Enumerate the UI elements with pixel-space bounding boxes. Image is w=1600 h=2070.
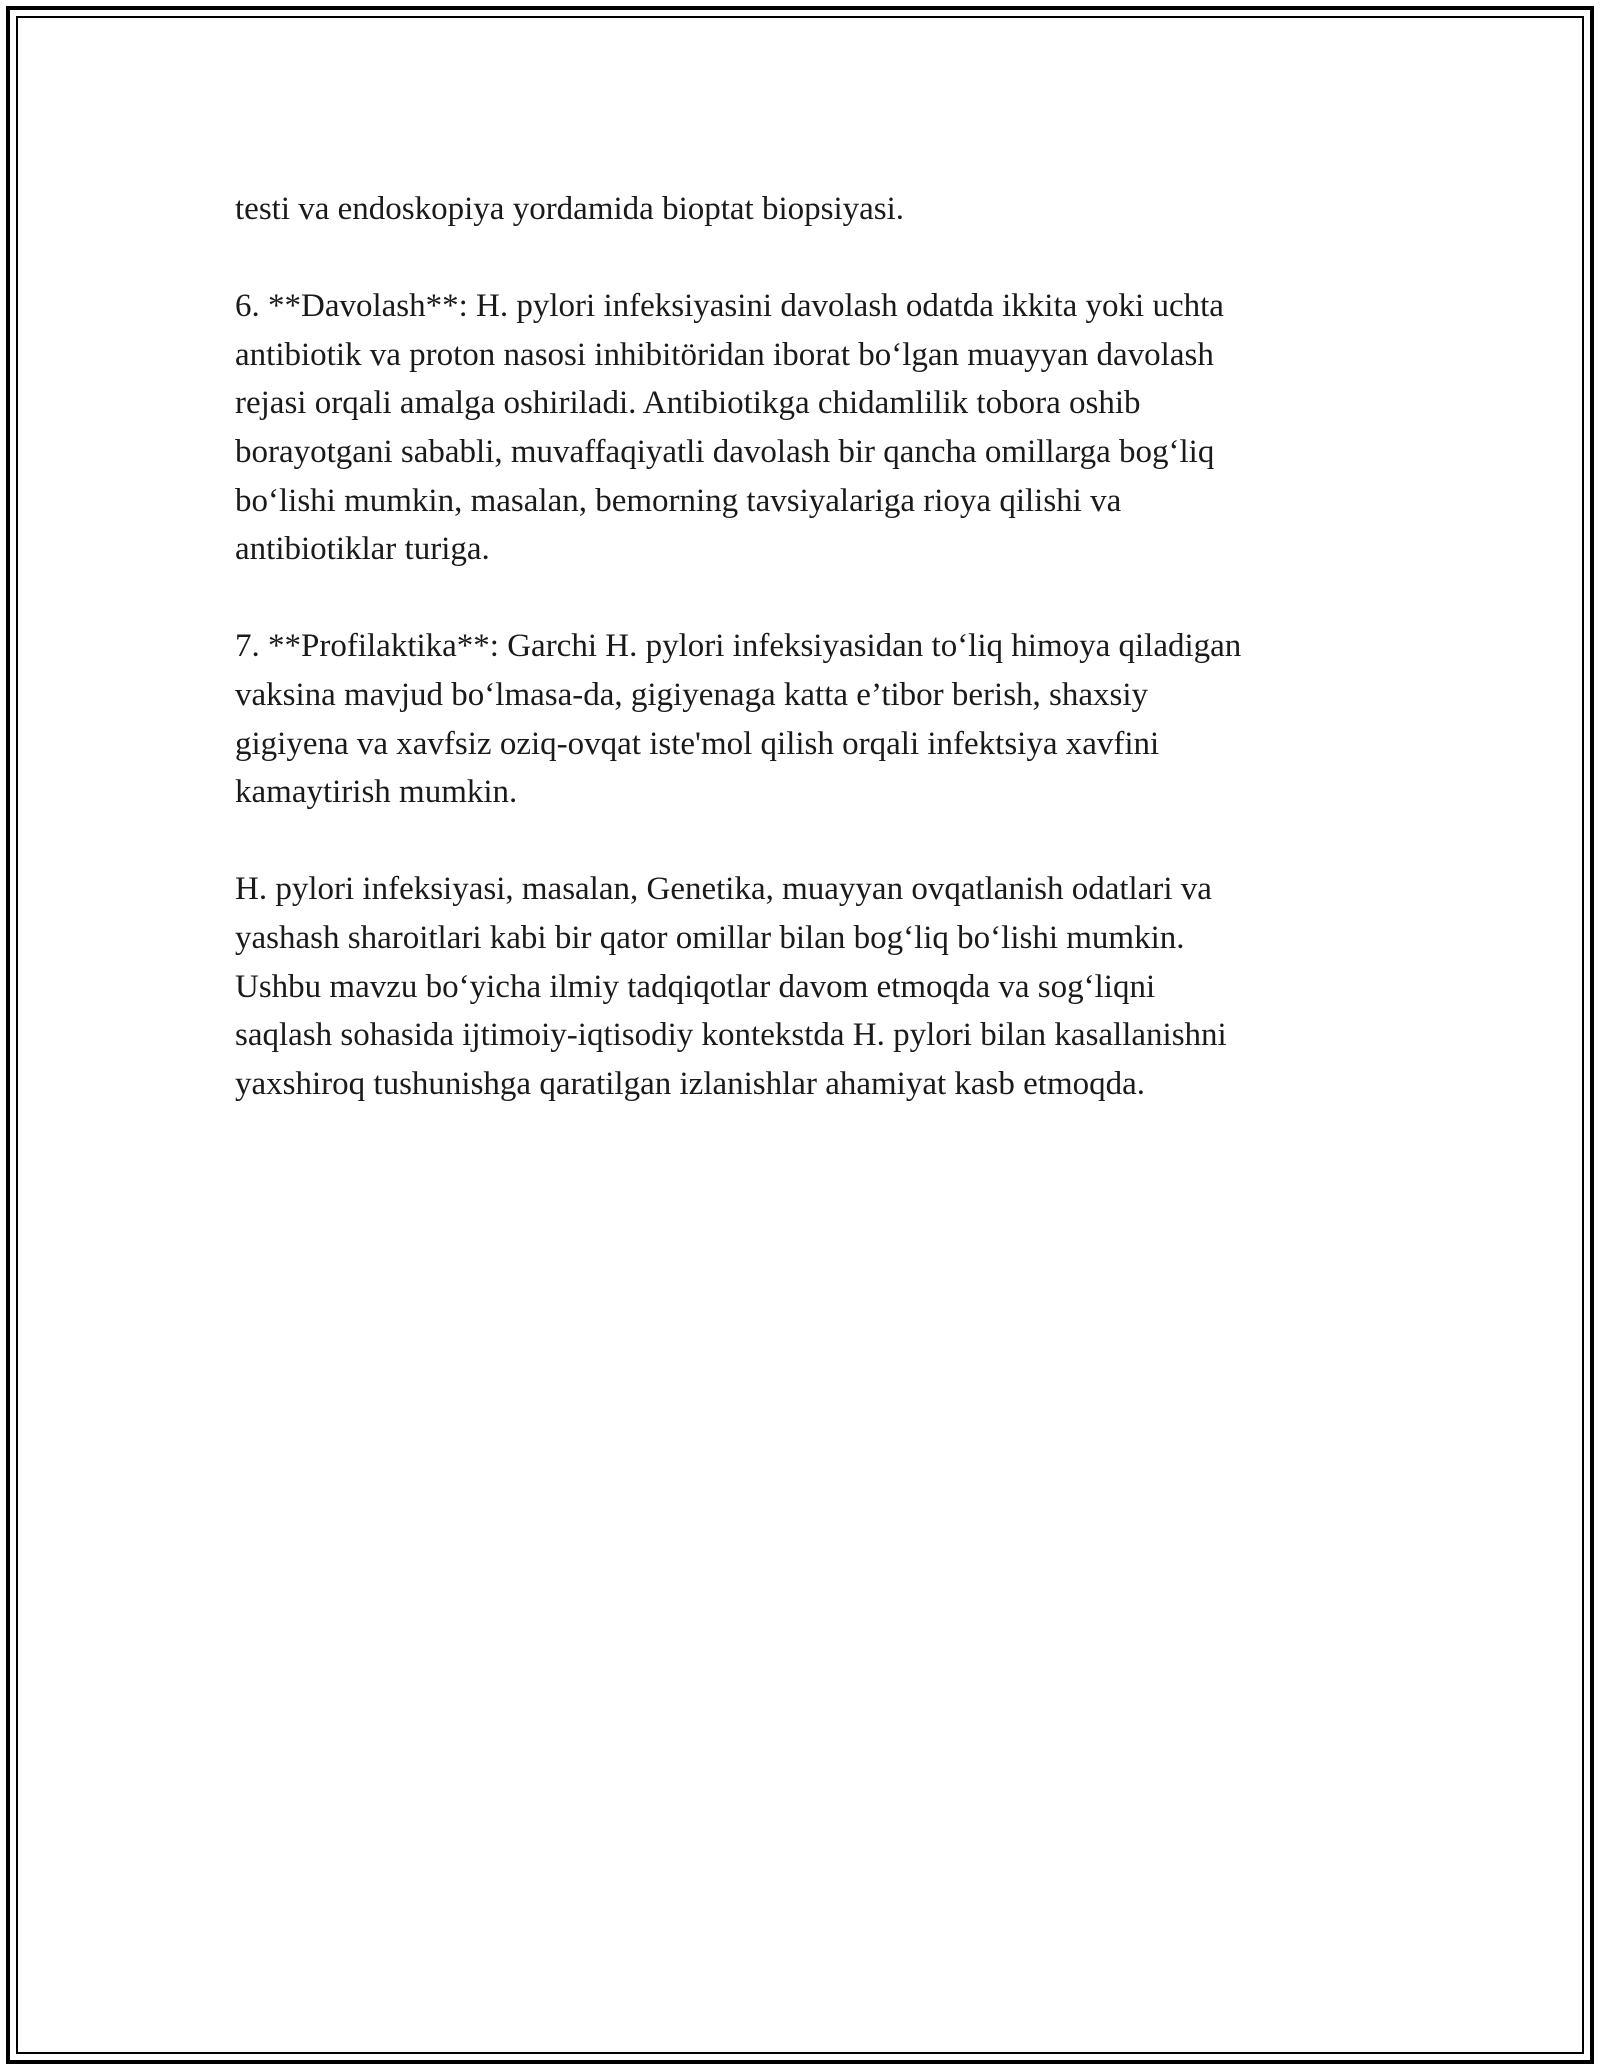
paragraph-biopsy-continuation: testi va endoskopiya yordamida bioptat biopsiyasi. [235,191,905,227]
document-body [235,185,1375,1157]
paragraph-prevention: 7. **Profilaktika**: Garchi H. pylori infeksiyasidan to‘liq himoya qiladigan vaksina mavjud bo‘lmasa-da, gigiyenaga katta e’tibor berish, shaxsiy gigiyena va xavfsiz oziq-ovqat iste'mol qilish orqali infektsiya xavfini kamaytirish mumkin. [235,628,1242,811]
paragraph-treatment: 6. **Davolash**: H. pylori infeksiyasini davolash odatda ikkita yoki uchta antibiotik va proton nasosi inhibitöridan iborat bo‘lgan muayyan davolash rejasi orqali amalga oshiriladi. Antibiotikga chidamlilik tobora oshib borayotgani sababli, muvaffaqiyatli davolash bir qancha omillarga bog‘liq bo‘lishi mumkin, masalan, bemorning tavsiyalariga rioya qilishi va antibiotiklar turiga. [235,288,1224,568]
paragraph-conclusion: H. pylori infeksiyasi, masalan, Genetika, muayyan ovqatlanish odatlari va yashash sharoitlari kabi bir qator omillar bilan bog‘liq bo‘lishi mumkin. Ushbu mavzu bo‘yicha ilmiy tadqiqotlar davom etmoqda va sog‘liqni saqlash sohasida ijtimoiy-iqtisodiy kontekstda H. pylori bilan kasallanishni yaxshiroq tushunishga qaratilgan izlanishlar ahamiyat kasb etmoqda. [235,871,1227,1102]
